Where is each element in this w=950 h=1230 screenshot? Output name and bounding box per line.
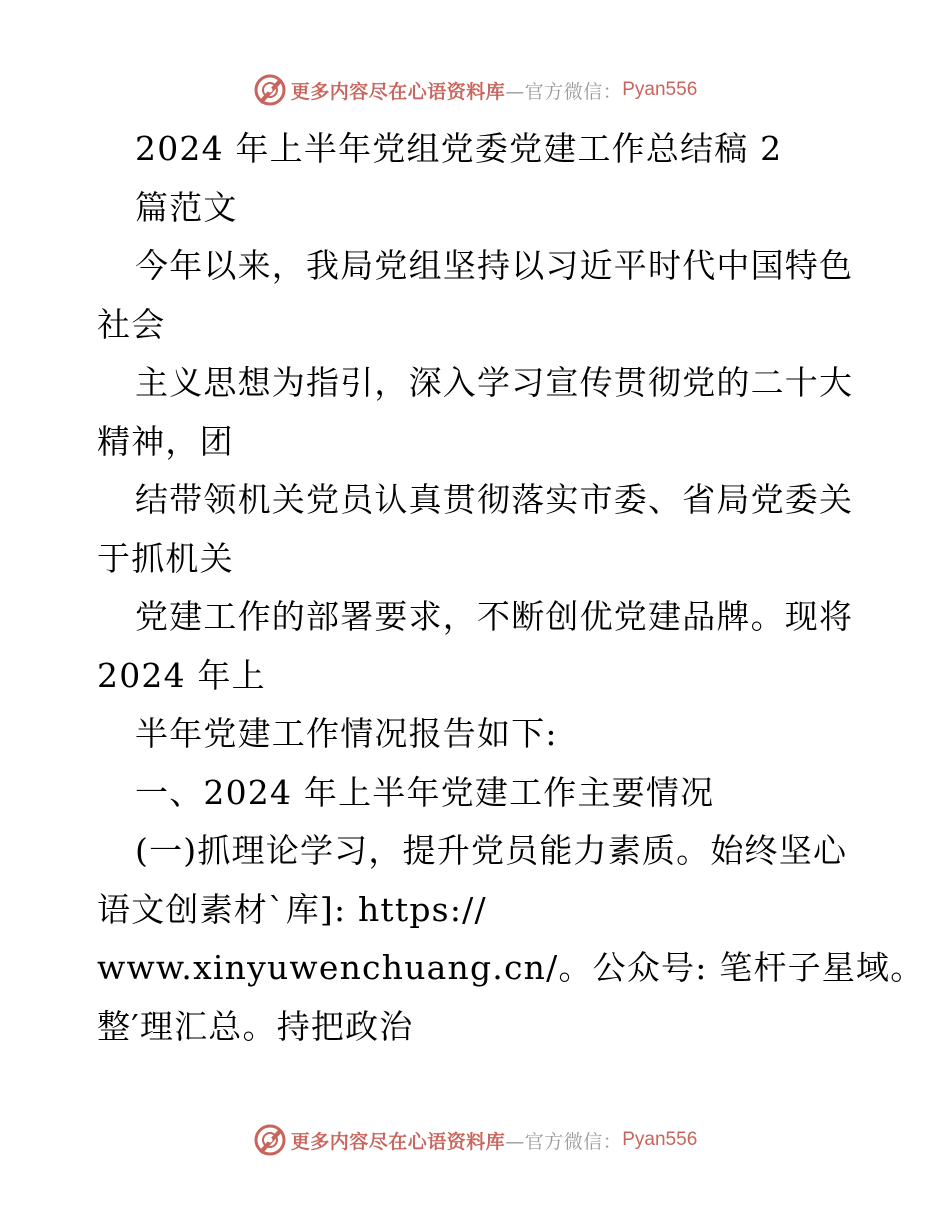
doc-line: 精神，团 [97,421,234,461]
watermark-separator: —官方微信： [505,80,623,103]
watermark-text: 更多内容尽在心语资料库 [290,1130,506,1153]
watermark-text: 更多内容尽在心语资料库 [290,80,506,103]
watermark-account: Pyan556 [622,79,698,100]
doc-line: 主义思想为指引，深入学习宣传贯彻党的二十大 [135,363,854,402]
brush-logo-icon [253,1123,287,1157]
doc-line: 社会 [97,304,166,344]
footer-watermark [0,1120,950,1160]
doc-line-heading: 一、2024 年上半年党建工作主要情况 [135,772,715,812]
doc-line: 语文创素材`库]: https:// [97,889,487,929]
doc-line: 党建工作的部署要求，不断创优党建品牌。现将 [135,597,854,636]
watermark-account: Pyan556 [622,1129,698,1150]
doc-line: 于抓机关 [97,538,234,578]
doc-line: 整′理汇总。持把政治 [97,1006,414,1046]
doc-line-title: 2024 年上半年党组党委党建工作总结稿 2 [135,129,783,168]
brush-logo-icon [253,73,287,107]
doc-line: 半年党建工作情况报告如下: [135,714,558,753]
document-body [97,120,925,1056]
doc-line: 结带领机关党员认真贯彻落实市委、省局党委关 [135,480,854,519]
doc-line-title-cont: 篇范文 [135,187,238,227]
doc-line: 2024 年上 [97,655,266,695]
doc-line: (一)抓理论学习，提升党员能力素质。始终坚心 [135,831,848,870]
header-watermark [0,70,950,110]
watermark-separator: —官方微信： [505,1130,623,1153]
doc-line: www.xinyuwenchuang.cn/。公众号: 笔杆子星域。 [97,948,925,987]
doc-line: 今年以来，我局党组坚持以习近平时代中国特色 [135,246,854,285]
